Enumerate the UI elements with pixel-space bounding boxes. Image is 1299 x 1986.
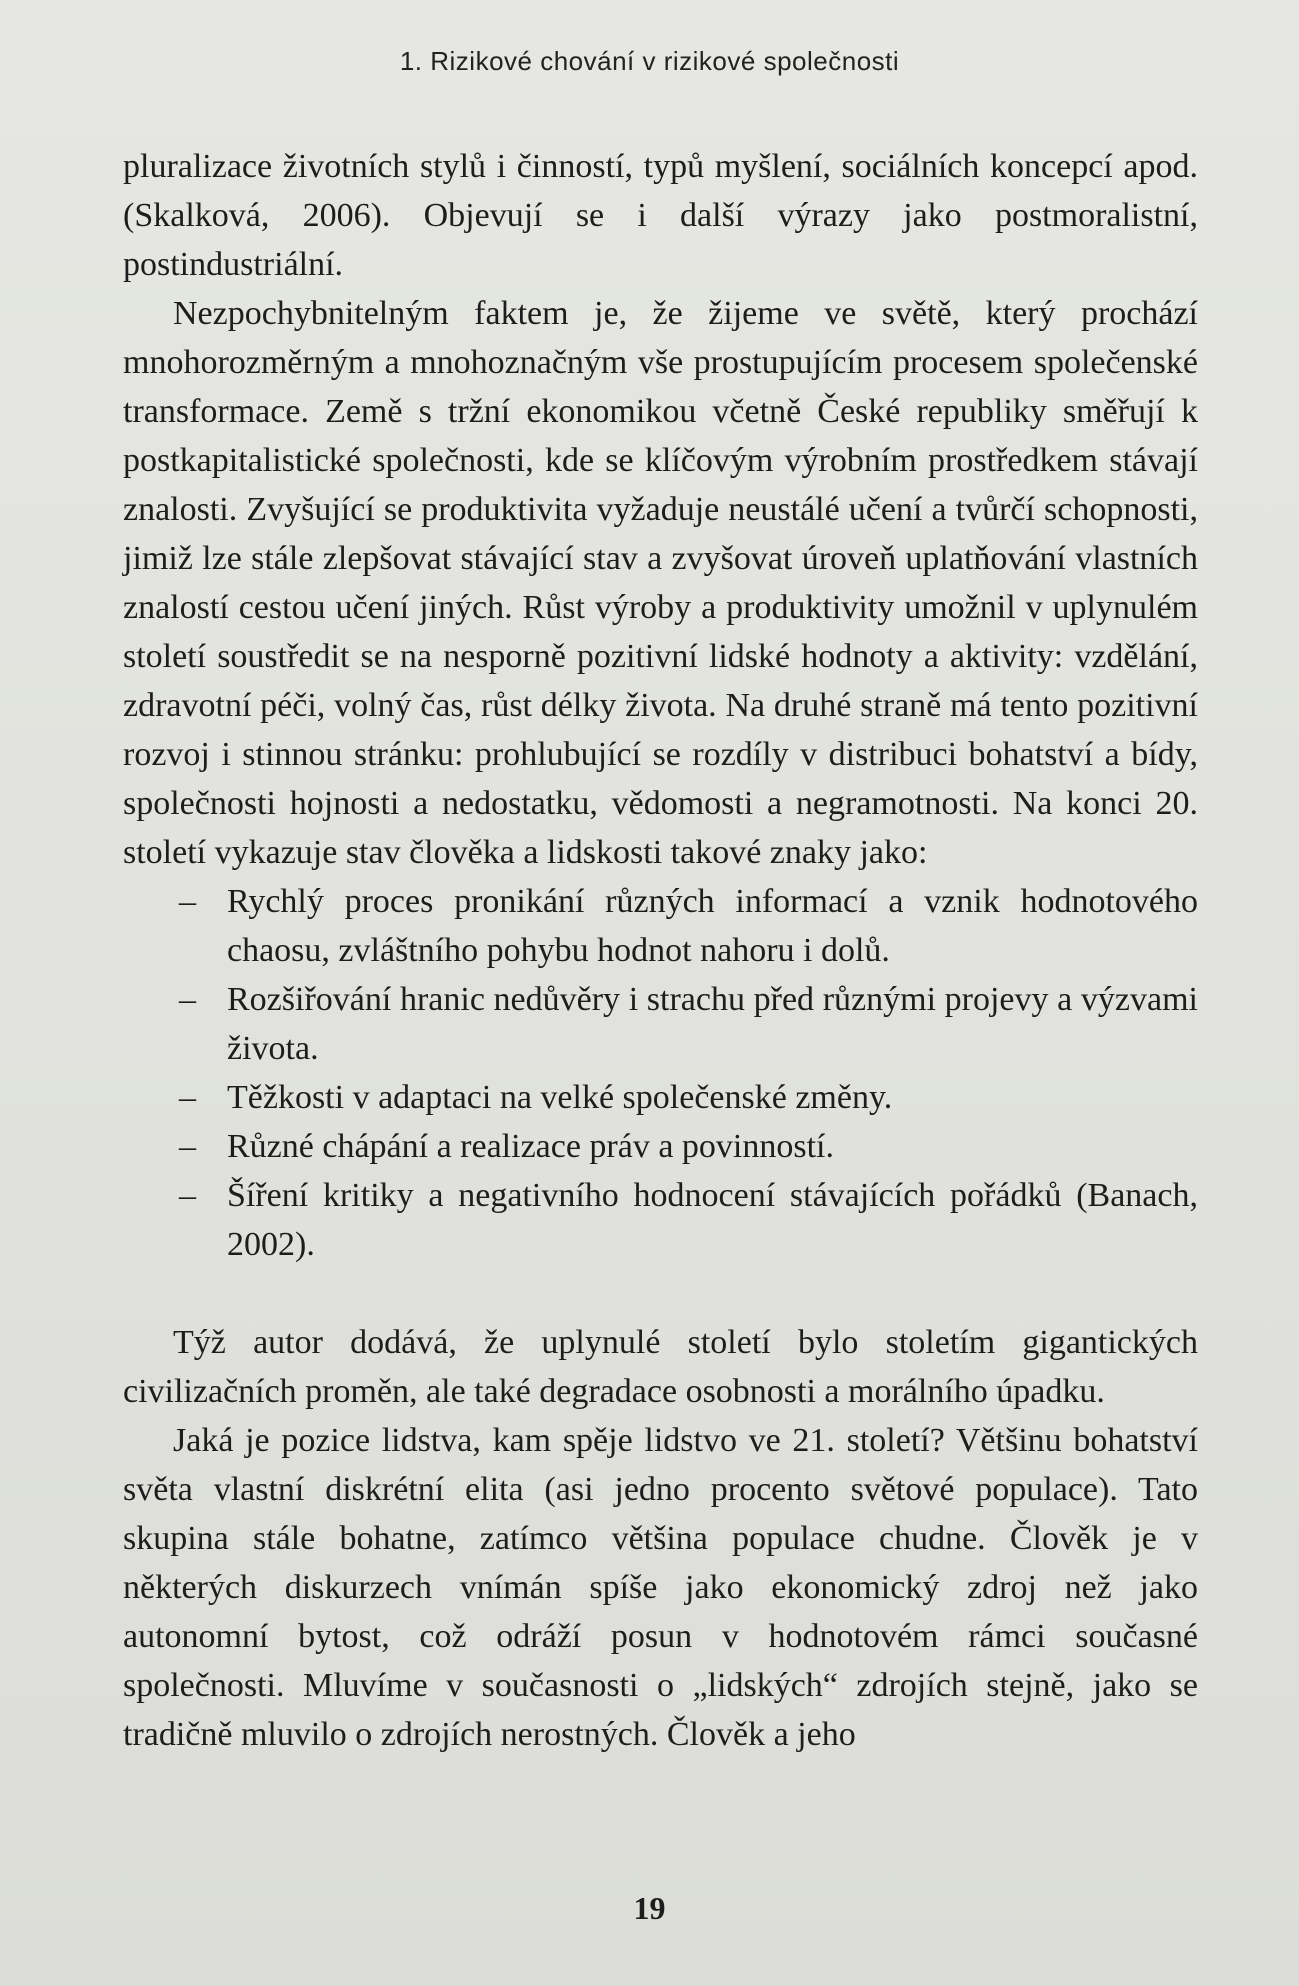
section-gap xyxy=(123,1269,1198,1318)
dash-bullet: – xyxy=(179,1079,196,1116)
list-item-text: Těžkosti v adaptaci na velké společenské změny. xyxy=(227,1079,893,1116)
list-item-text: Rozšiřování hranic nedůvěry i strachu před různými projevy a výzvami života. xyxy=(227,981,1198,1067)
bullet-list xyxy=(123,877,1198,1269)
paragraph-2: Nezpochybnitelným faktem je, že žijeme ve světě, který prochází mnohorozměrným a mnohoznačným vše prostupujícím procesem společenské transformace. Země s tržní ekonomikou včetně České republiky směřují k postkapitalistické společnosti, kde se klíčovým výrobním prostředkem stávají znalosti. Zvyšující se produktivita vyžaduje neustálé učení a tvůrčí schopnosti, jimiž lze stále zlepšovat stávající stav a zvyšovat úroveň uplatňování vlastních znalostí cestou učení jiných. Růst výroby a produktivity umožnil v uplynulém století soustředit se na nesporně pozitivní lidské hodnoty a aktivity: vzdělání, zdravotní péči, volný čas, růst délky života. Na druhé straně má tento pozitivní rozvoj i stinnou stránku: prohlubující se rozdíly v distribuci bohatství a bídy, společnosti hojnosti a nedostatku, vědomosti a negramotnosti. Na konci 20. století vykazuje stav člověka a lidskosti takové znaky jako: xyxy=(123,295,1198,871)
list-item-text: Šíření kritiky a negativního hodnocení stávajících pořádků (Banach, 2002). xyxy=(227,1177,1198,1263)
paragraph-4: Jaká je pozice lidstva, kam spěje lidstvo ve 21. století? Většinu bohatství světa vlastní diskrétní elita (asi jedno procento světové populace). Tato skupina stále bohatne, zatímco většina populace chudne. Člověk je v některých diskurzech vnímán spíše jako ekonomický zdroj než jako autonomní bytost, což odráží posun v hodnotovém rámci současné společnosti. Mluvíme v současnosti o „lidských“ zdrojích stejně, jako se tradičně mluvilo o zdrojích nerostných. Člověk a jeho xyxy=(123,1422,1198,1753)
list-item-text: Různé chápání a realizace práv a povinností. xyxy=(227,1128,835,1165)
list-item xyxy=(123,1122,1198,1171)
list-item xyxy=(123,975,1198,1073)
paragraph-1: pluralizace životních stylů i činností, typů myšlení, sociálních koncepcí apod. (Skalková, 2006). Objevují se i další výrazy jako postmoralistní, postindustriální. xyxy=(123,148,1198,283)
dash-bullet: – xyxy=(179,981,196,1018)
dash-bullet: – xyxy=(179,1128,196,1165)
list-item-text: Rychlý proces pronikání různých informací a vznik hodnotového chaosu, zvláštního pohybu hodnot nahoru i dolů. xyxy=(227,883,1198,969)
dash-bullet: – xyxy=(179,883,196,920)
dash-bullet: – xyxy=(179,1177,196,1214)
running-header: 1. Rizikové chování v rizikové společnosti xyxy=(399,46,900,76)
list-item xyxy=(123,1073,1198,1122)
page-number: 19 xyxy=(633,1890,666,1926)
list-item xyxy=(123,877,1198,975)
paragraph-3: Týž autor dodává, že uplynulé století bylo stoletím gigantických civilizačních proměn, ale také degradace osobnosti a morálního úpadku. xyxy=(123,1324,1198,1410)
list-item xyxy=(123,1171,1198,1269)
body-text xyxy=(123,142,1198,1759)
